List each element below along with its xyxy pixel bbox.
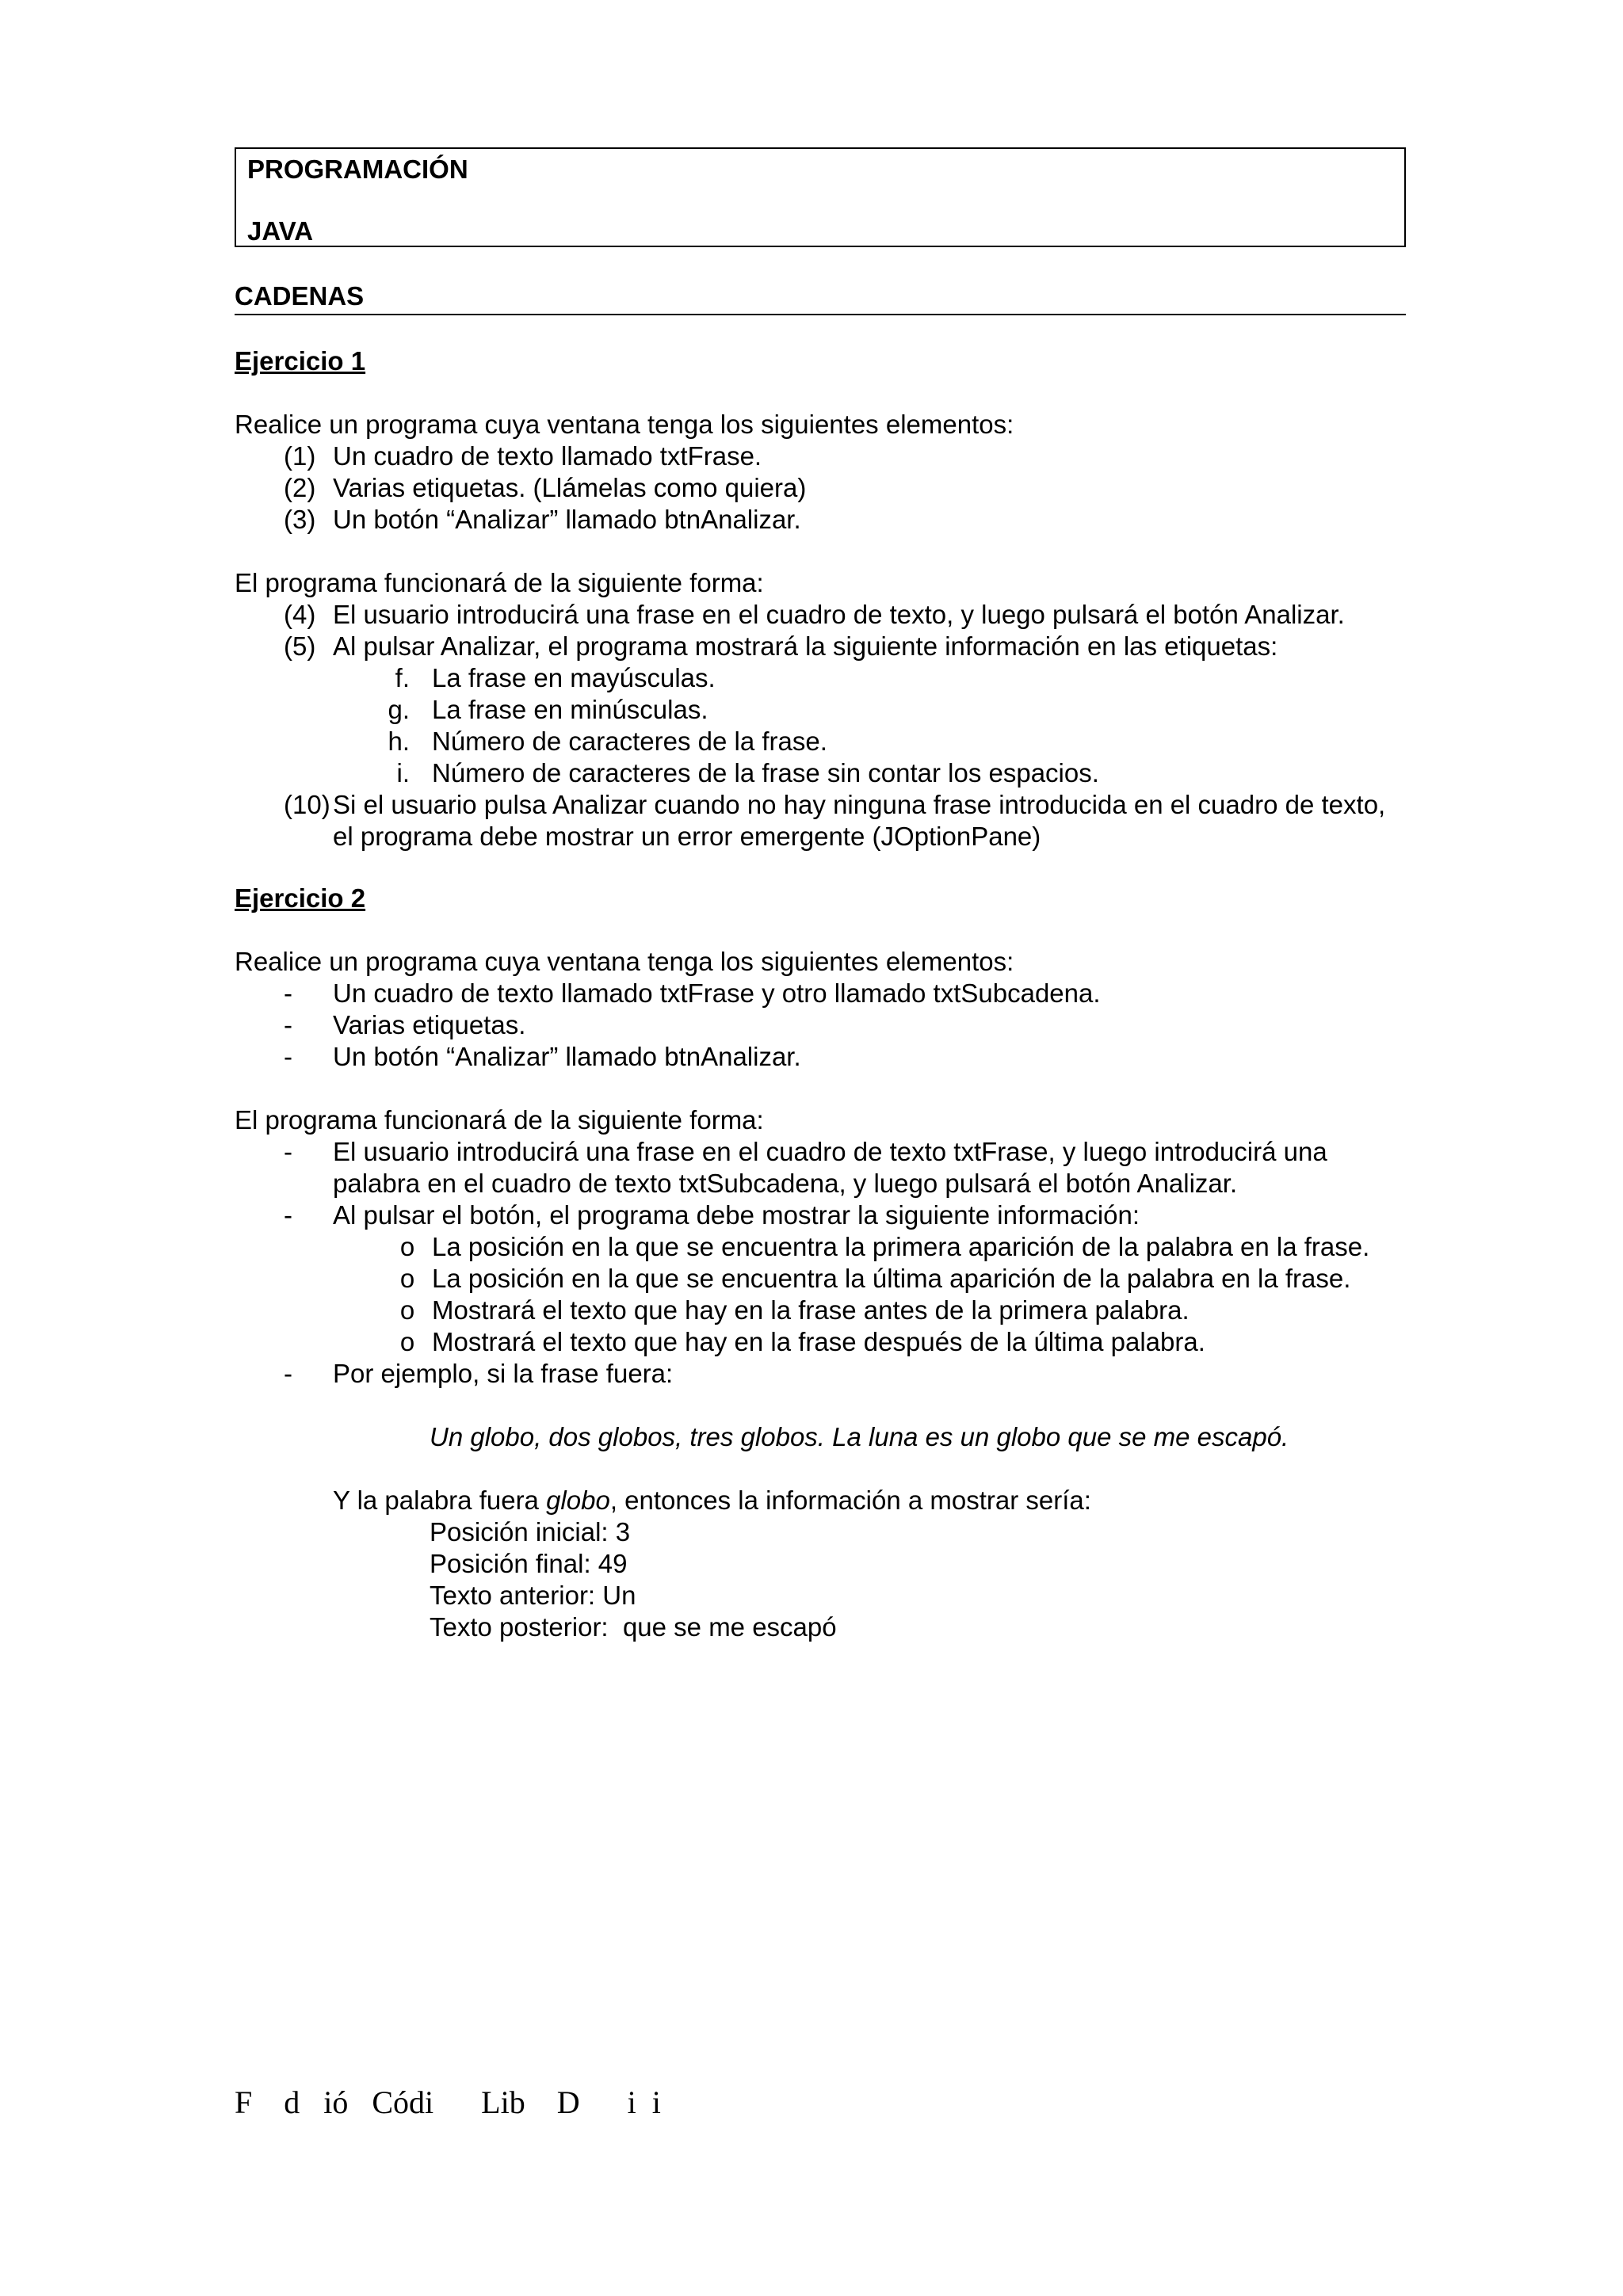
- list-item: - Un cuadro de texto llamado txtFrase y otro llamado txtSubcadena.: [284, 978, 1101, 1008]
- list-item: o Mostrará el texto que hay en la frase después de la última palabra.: [399, 1327, 1205, 1356]
- list-item: - Varias etiquetas.: [284, 1010, 526, 1039]
- list-item: - Un botón “Analizar” llamado btnAnalizar.: [284, 1042, 801, 1071]
- result-text-before: Texto anterior: Un: [430, 1581, 636, 1610]
- exercise-2-sublist: [235, 1231, 1406, 1358]
- result-text-after: Texto posterior: que se me escapó: [430, 1612, 837, 1642]
- exercise-1-elements: [235, 441, 1406, 536]
- header-line-1: PROGRAMACIÓN: [247, 154, 468, 184]
- exercise-2-how: El programa funcionará de la siguiente forma:: [235, 1105, 764, 1135]
- exercise-2-step-1: [235, 1136, 1406, 1199]
- exercise-1-step-10: [235, 789, 1406, 852]
- exercise-1-intro: Realice un programa cuya ventana tenga los siguientes elementos:: [235, 410, 1014, 439]
- exercise-2-title: Ejercicio 2: [235, 883, 366, 913]
- header-line-2: JAVA: [247, 216, 314, 246]
- exercise-2-elements: [235, 978, 1406, 1073]
- example-results: [235, 1516, 1406, 1643]
- exercise-1-title: Ejercicio 1: [235, 346, 366, 376]
- list-item: o La posición en la que se encuentra la última aparición de la palabra en la frase.: [399, 1264, 1351, 1293]
- list-item: (10) Si el usuario pulsa Analizar cuando no hay ninguna frase introducida en el cuadro de texto, el programa debe mostrar un error emergente (JOptionPane): [284, 790, 1386, 851]
- exercise-1-step-5: [235, 631, 1406, 662]
- exercise-2-step-2: [235, 1199, 1406, 1231]
- section-title: CADENAS: [235, 280, 1406, 315]
- list-item: - Al pulsar el botón, el programa debe mostrar la siguiente información:: [284, 1200, 1140, 1230]
- list-item: (5) Al pulsar Analizar, el programa mostrará la siguiente información en las etiquetas:: [284, 631, 1278, 661]
- list-item: h. Número de caracteres de la frase.: [388, 727, 827, 756]
- list-item: - El usuario introducirá una frase en el cuadro de texto txtFrase, y luego introducirá una palabra en el cuadro de texto txtSubcadena, y luego pulsará el botón Analizar.: [284, 1137, 1327, 1198]
- list-item: i. Número de caracteres de la frase sin contar los espacios.: [396, 758, 1099, 788]
- result-initial-position: Posición inicial: 3: [430, 1517, 631, 1547]
- list-item: - Por ejemplo, si la frase fuera:: [284, 1359, 674, 1388]
- list-item: (3) Un botón “Analizar” llamado btnAnalizar.: [284, 505, 801, 534]
- exercise-2-intro: Realice un programa cuya ventana tenga los siguientes elementos:: [235, 947, 1014, 976]
- list-item: o La posición en la que se encuentra la primera aparición de la palabra en la frase.: [399, 1232, 1370, 1261]
- exercise-2-step-3: [235, 1358, 1406, 1390]
- list-item: (4) El usuario introducirá una frase en el cuadro de texto, y luego pulsará el botón Analizar.: [284, 600, 1345, 629]
- list-item: o Mostrará el texto que hay en la frase antes de la primera palabra.: [399, 1295, 1190, 1325]
- list-item: (1) Un cuadro de texto llamado txtFrase.: [284, 441, 762, 471]
- header-box: [235, 147, 1406, 247]
- exercise-1-how: El programa funcionará de la siguiente forma:: [235, 568, 764, 597]
- exercise-1-step-4: [235, 599, 1406, 631]
- list-item: g. La frase en minúsculas.: [388, 695, 708, 724]
- example-word: globo: [546, 1486, 610, 1515]
- footer-text: F d ió Códi Lib D i i: [235, 2084, 661, 2120]
- exercise-1-sublist: [235, 662, 1406, 789]
- example-intro: Y la palabra fuera globo, entonces la información a mostrar sería:: [333, 1486, 1091, 1515]
- list-item: f. La frase en mayúsculas.: [395, 663, 716, 692]
- example-sentence: Un globo, dos globos, tres globos. La luna es un globo que se me escapó.: [430, 1422, 1289, 1451]
- document-page: [235, 147, 1406, 1643]
- list-item: (2) Varias etiquetas. (Llámelas como quiera): [284, 473, 807, 502]
- result-final-position: Posición final: 49: [430, 1549, 628, 1578]
